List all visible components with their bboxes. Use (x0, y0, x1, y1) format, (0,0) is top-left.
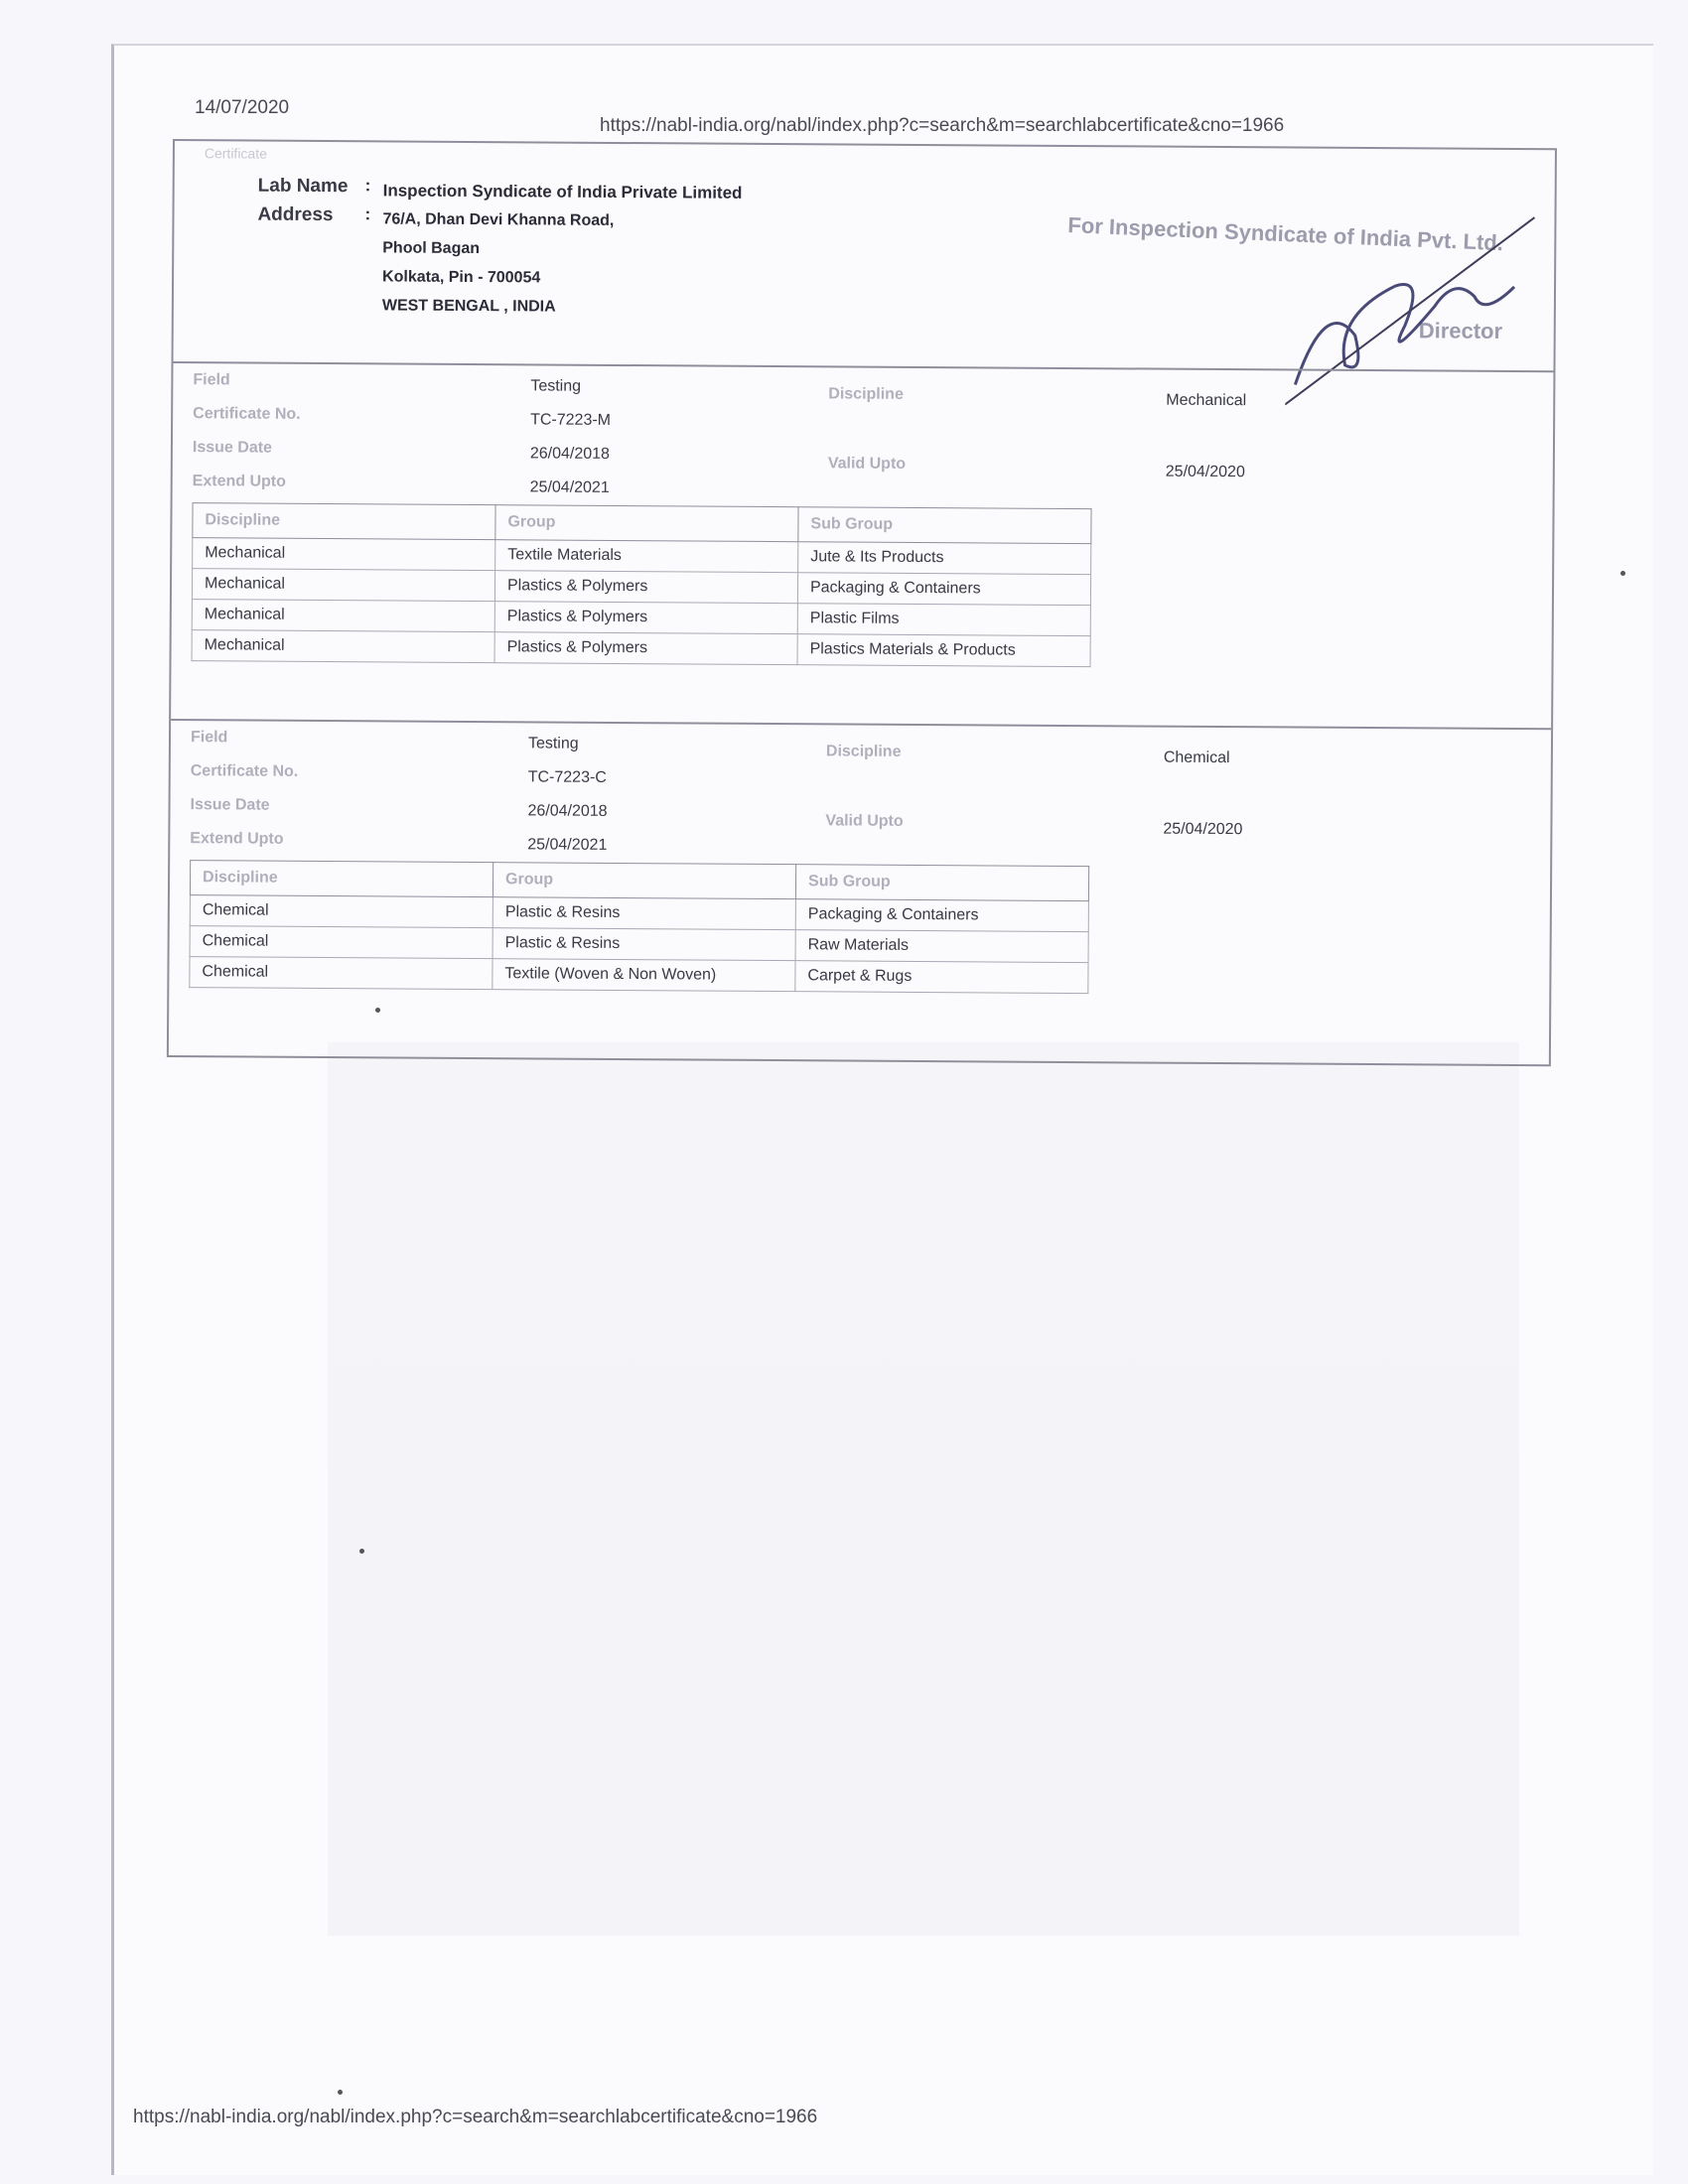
cell-sub-group: Carpet & Rugs (795, 961, 1088, 994)
issue-date-value: 26/04/2018 (527, 802, 608, 820)
company-stamp: For Inspection Syndicate of India Pvt. Ltd. (1066, 211, 1504, 256)
valid-upto-value: 25/04/2020 (1165, 463, 1245, 481)
extend-upto-label: Extend Upto (190, 830, 284, 848)
cell-group: Textile Materials (495, 540, 798, 573)
scan-speck (359, 1549, 364, 1554)
cell-group: Plastic & Resins (492, 897, 795, 930)
scan-speck (1620, 571, 1625, 576)
address-lines (382, 205, 615, 322)
cell-group: Plastics & Polymers (494, 632, 797, 665)
address-row (257, 205, 743, 323)
address-line: Kolkata, Pin - 700054 (382, 268, 541, 287)
lab-details (257, 176, 743, 323)
field-label: Field (193, 371, 230, 389)
cell-sub-group: Packaging & Containers (797, 573, 1090, 606)
certificate-no-label: Certificate No. (190, 762, 299, 780)
valid-upto-value: 25/04/2020 (1163, 820, 1243, 839)
cell-group: Plastics & Polymers (494, 602, 797, 634)
address-line: Phool Bagan (382, 239, 481, 258)
cell-sub-group: Jute & Its Products (798, 542, 1091, 575)
print-date: 14/07/2020 (195, 97, 290, 118)
certificate-section-chemical (169, 719, 1551, 1085)
col-sub-group: Sub Group (798, 507, 1091, 544)
field-label: Field (190, 729, 228, 747)
scope-table (189, 860, 1089, 994)
col-sub-group: Sub Group (795, 865, 1088, 901)
certificate-caption: Certificate (204, 145, 267, 162)
certificate-no-value: TC-7223-C (527, 768, 607, 786)
cell-discipline: Mechanical (192, 569, 494, 602)
cell-discipline: Chemical (190, 895, 492, 928)
table-row (192, 630, 1090, 667)
cell-group: Textile (Woven & Non Woven) (492, 959, 795, 992)
table-row (190, 957, 1088, 994)
stamp-director-title: Director (1418, 318, 1503, 343)
certificate-no-label: Certificate No. (193, 405, 301, 423)
print-url: https://nabl-india.org/nabl/index.php?c=search&m=searchlabcertificate&cno=1966 (600, 115, 1285, 136)
address-colon: : (364, 205, 371, 224)
cell-discipline: Mechanical (192, 630, 494, 663)
table-header-row (193, 503, 1091, 544)
lab-name-label: Lab Name (257, 175, 349, 198)
scan-speck (375, 1008, 380, 1013)
issue-date-value: 26/04/2018 (529, 445, 611, 463)
address-label: Address (257, 204, 334, 226)
col-group: Group (492, 863, 795, 899)
cell-discipline: Mechanical (193, 538, 495, 571)
field-value: Testing (527, 735, 579, 752)
lab-name-row (258, 176, 743, 207)
cell-group: Plastics & Polymers (494, 571, 797, 604)
issue-date-label: Issue Date (192, 439, 273, 457)
discipline-value: Chemical (1163, 749, 1230, 767)
extend-upto-label: Extend Upto (192, 473, 286, 490)
address-line: WEST BENGAL , INDIA (381, 297, 556, 316)
col-discipline: Discipline (190, 861, 492, 897)
field-value: Testing (530, 377, 582, 395)
certificate-box (167, 139, 1557, 1066)
address-line: 76/A, Dhan Devi Khanna Road, (382, 210, 615, 229)
extend-upto-value: 25/04/2021 (529, 478, 610, 496)
cell-sub-group: Plastics Materials & Products (797, 634, 1090, 667)
cell-discipline: Chemical (190, 957, 492, 990)
scope-table (192, 502, 1092, 667)
issue-date-label: Issue Date (190, 796, 270, 814)
lab-name-value: Inspection Syndicate of India Private Limited (382, 181, 743, 203)
discipline-label: Discipline (825, 743, 902, 760)
extend-upto-value: 25/04/2021 (527, 836, 608, 854)
col-group: Group (495, 505, 798, 542)
cell-group: Plastic & Resins (492, 928, 795, 961)
cell-sub-group: Raw Materials (795, 930, 1088, 963)
cell-discipline: Mechanical (192, 600, 494, 632)
col-discipline: Discipline (193, 503, 495, 540)
discipline-label: Discipline (828, 385, 904, 403)
cell-sub-group: Plastic Films (797, 604, 1090, 636)
certificate-section-mechanical (171, 361, 1553, 728)
valid-upto-label: Valid Upto (825, 812, 904, 830)
lab-name-colon: : (364, 176, 371, 196)
scan-shadow (328, 1042, 1519, 1936)
certificate-no-value: TC-7223-M (530, 411, 612, 429)
discipline-value: Mechanical (1166, 391, 1247, 410)
cell-sub-group: Packaging & Containers (795, 899, 1088, 932)
cell-discipline: Chemical (190, 926, 492, 959)
valid-upto-label: Valid Upto (827, 455, 907, 473)
footer-url: https://nabl-india.org/nabl/index.php?c=search&m=searchlabcertificate&cno=1966 (133, 2107, 818, 2127)
table-header-row (190, 861, 1088, 901)
scan-speck (338, 2090, 343, 2095)
